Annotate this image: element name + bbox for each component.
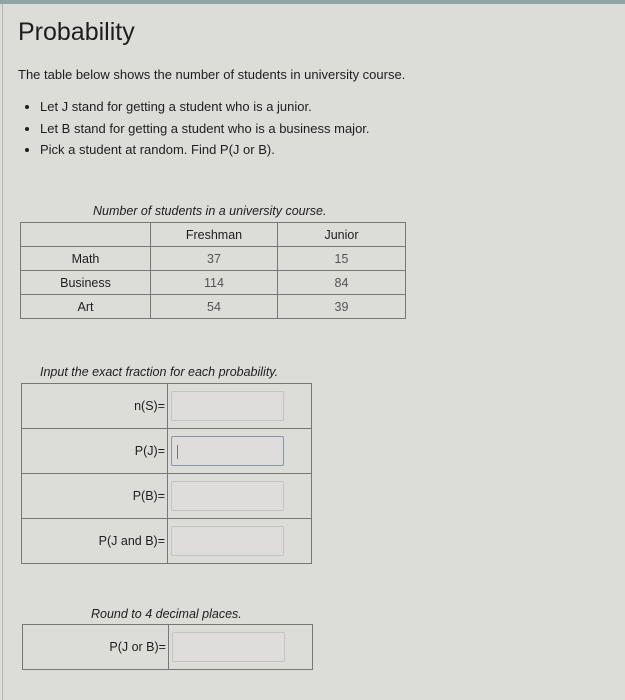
table-row (21, 271, 406, 295)
pb-input[interactable] (171, 481, 284, 511)
pj-input[interactable] (171, 436, 284, 466)
row-label: Math (21, 247, 151, 271)
cell: 84 (278, 271, 406, 295)
ns-input[interactable] (171, 391, 284, 421)
bullet-item: • Let J stand for getting a student who is a junior. (40, 96, 370, 118)
cell: 39 (278, 295, 406, 319)
bullet-item: • Let B stand for getting a student who is a business major. (40, 118, 370, 140)
field-row (23, 625, 313, 670)
field-label: P(B)= (22, 474, 168, 519)
cell: 37 (151, 247, 278, 271)
pj-or-b-input[interactable] (172, 632, 285, 662)
field-row (22, 384, 312, 429)
field-row (22, 519, 312, 564)
text-caret (177, 445, 178, 459)
cell: 114 (151, 271, 278, 295)
header-cell: Freshman (151, 223, 278, 247)
fraction-table (21, 383, 312, 564)
table-row (21, 295, 406, 319)
pj-and-b-input[interactable] (171, 526, 284, 556)
row-label: Art (21, 295, 151, 319)
bullet-item: • Pick a student at random. Find P(J or B). (40, 139, 370, 161)
header-cell: Junior (278, 223, 406, 247)
bullet-list (22, 96, 370, 161)
header-cell (21, 223, 151, 247)
field-label: n(S)= (22, 384, 168, 429)
left-border (2, 4, 3, 700)
cell: 54 (151, 295, 278, 319)
page-title: Probability (18, 18, 135, 46)
field-label: P(J)= (22, 429, 168, 474)
top-border (0, 0, 625, 4)
table-row (21, 247, 406, 271)
field-row (22, 429, 312, 474)
row-label: Business (21, 271, 151, 295)
field-label: P(J and B)= (22, 519, 168, 564)
field-row (22, 474, 312, 519)
fraction-caption: Input the exact fraction for each probability. (40, 365, 279, 379)
table-caption: Number of students in a university course. (93, 204, 327, 218)
students-table (20, 222, 406, 319)
decimal-table (22, 624, 313, 670)
field-label: P(J or B)= (23, 625, 169, 670)
intro-text: The table below shows the number of students in university course. (18, 67, 406, 82)
table-header-row (21, 223, 406, 247)
cell: 15 (278, 247, 406, 271)
decimal-caption: Round to 4 decimal places. (91, 607, 242, 621)
